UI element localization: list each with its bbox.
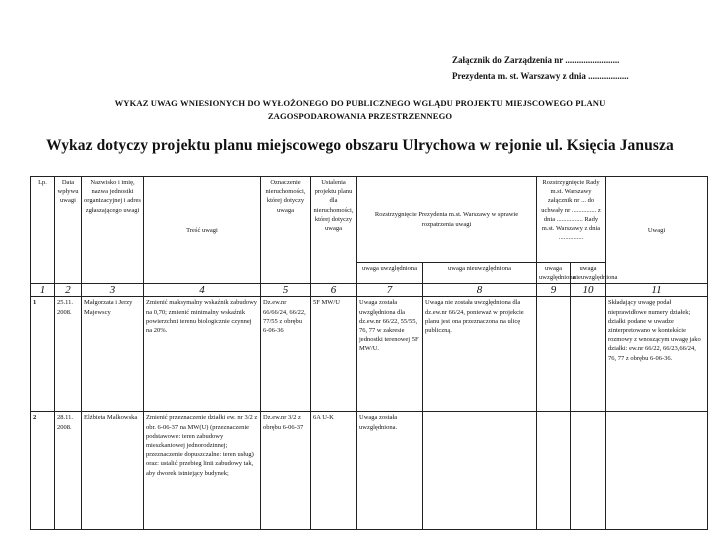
row-remarks xyxy=(606,412,708,530)
column-numbers-row xyxy=(31,284,708,297)
column-number: 3 xyxy=(82,284,144,297)
column-number: 7 xyxy=(357,284,423,297)
document-subtitle: Wykaz dotyczy projektu planu miejscowego obszaru Ulrychowa w rejonie ul. Księcia Janusza xyxy=(46,137,674,154)
header-council-accepted: uwaga uwzględniona xyxy=(537,263,571,284)
attachment-line-1: Załącznik do Zarządzenia nr ........................ xyxy=(452,55,620,65)
row-council-accepted xyxy=(537,412,571,530)
document-title-line-2: ZAGOSPODAROWANIA PRZESTRZENNEGO xyxy=(267,111,453,121)
header-remarks: Uwagi xyxy=(606,177,708,284)
column-number: 5 xyxy=(261,284,311,297)
column-number: 2 xyxy=(55,284,82,297)
row-lp: 2 xyxy=(31,412,55,530)
row-name: Elżbieta Malkowska xyxy=(82,412,144,530)
row-plan-provisions: 6A U-K xyxy=(311,412,357,530)
column-number: 8 xyxy=(423,284,537,297)
header-content: Treść uwagi xyxy=(144,177,261,284)
attachment-header xyxy=(452,52,629,84)
header-president-decision: Rozstrzygnięcie Prezydenta m.st. Warszawy w sprawie rozpatrzenia uwagi xyxy=(357,177,537,263)
header-rejected: uwaga nieuwzględniona xyxy=(423,263,537,284)
row-accepted: Uwaga została uwzględniona dla dz.ew.nr 66/22, 55/55, 76, 77 w zakresie jednostki terenowej 5F MW/U. xyxy=(357,297,423,412)
table-row xyxy=(31,412,708,530)
header-date: Data wpływu uwagi xyxy=(55,177,82,284)
row-rejected: Uwaga nie została uwzględniona dla dz.ew.nr 66/24, ponieważ w projekcie planu jest ona przeznaczona na ulicę publiczną. xyxy=(423,297,537,412)
row-plan-provisions: 5F MW/U xyxy=(311,297,357,412)
row-content: Zmienić maksymalny wskaźnik zabudowy na 0,70; zmienić minimalny wskaźnik powierzchni terenu biologicznie czynnej na 20%. xyxy=(144,297,261,412)
header-council-decision: Rozstrzygnięcie Rady m.st. Warszawy załącznik nr ... do uchwały nr ............... z dnia ................ Rady m.st. Warszawy z dnia ............... xyxy=(537,177,606,263)
header-row xyxy=(31,177,708,263)
table-row xyxy=(31,297,708,412)
row-council-rejected xyxy=(571,412,606,530)
header-accepted: uwaga uwzględniona xyxy=(357,263,423,284)
row-name: Małgorzata i Jerzy Majewscy xyxy=(82,297,144,412)
row-parcel: Dz.ew.nr 3/2 z obrębu 6-06-37 xyxy=(261,412,311,530)
row-rejected xyxy=(423,412,537,530)
column-number: 1 xyxy=(31,284,55,297)
row-accepted: Uwaga została uwzględniona. xyxy=(357,412,423,530)
document-title-line-1: WYKAZ UWAG WNIESIONYCH DO WYŁOŻONEGO DO PUBLICZNEGO WGLĄDU PROJEKTU MIEJSCOWEGO PLANU xyxy=(114,98,606,108)
row-parcel: Dz.ew.nr 66/66/24, 66/22, 77/55 z obrębu 6-06-36 xyxy=(261,297,311,412)
column-number: 9 xyxy=(537,284,571,297)
header-lp: Lp. xyxy=(31,177,55,284)
row-lp: 1 xyxy=(31,297,55,412)
column-number: 10 xyxy=(571,284,606,297)
header-council-rejected: uwaga nieuwzględniona xyxy=(571,263,606,284)
column-number: 11 xyxy=(606,284,708,297)
column-number: 6 xyxy=(311,284,357,297)
header-name: Nazwisko i imię, nazwa jednostki organizacyjnej i adres zgłaszającego uwagi xyxy=(82,177,144,284)
row-council-accepted xyxy=(537,297,571,412)
document-title xyxy=(0,97,720,123)
remarks-table xyxy=(30,176,708,530)
row-content: Zmienić przeznaczenie działki ew. nr 3/2 z obr. 6-06-37 na MW(U) (przeznaczenie podstawowe: teren zabudowy mieszkaniowej jednorodzinnej; przeznaczenie dopuszczalne: teren usług) oraz: ustalić przebieg linii zabudowy tak, aby dworek istniejący budynek; xyxy=(144,412,261,530)
column-number: 4 xyxy=(144,284,261,297)
header-plan-provisions: Ustalenia projektu planu dla nieruchomości, której dotyczy uwaga xyxy=(311,177,357,284)
row-date: 28.11. 2008. xyxy=(55,412,82,530)
row-council-rejected xyxy=(571,297,606,412)
row-remarks: Składający uwagę podał nieprawidłowe numery działek; działki podane w uwadze zinterpretowano w kontekście rozmowy z wnoszącym uwagę jako działki: ew.nr 66/22, 66/23,66/24, 76, 77 z obrębu 6-06-36. xyxy=(606,297,708,412)
header-parcel: Oznaczenie nieruchomości, której dotyczy uwaga xyxy=(261,177,311,284)
row-date: 25.11. 2008. xyxy=(55,297,82,412)
attachment-line-2: Prezydenta m. st. Warszawy z dnia .................. xyxy=(452,71,629,81)
